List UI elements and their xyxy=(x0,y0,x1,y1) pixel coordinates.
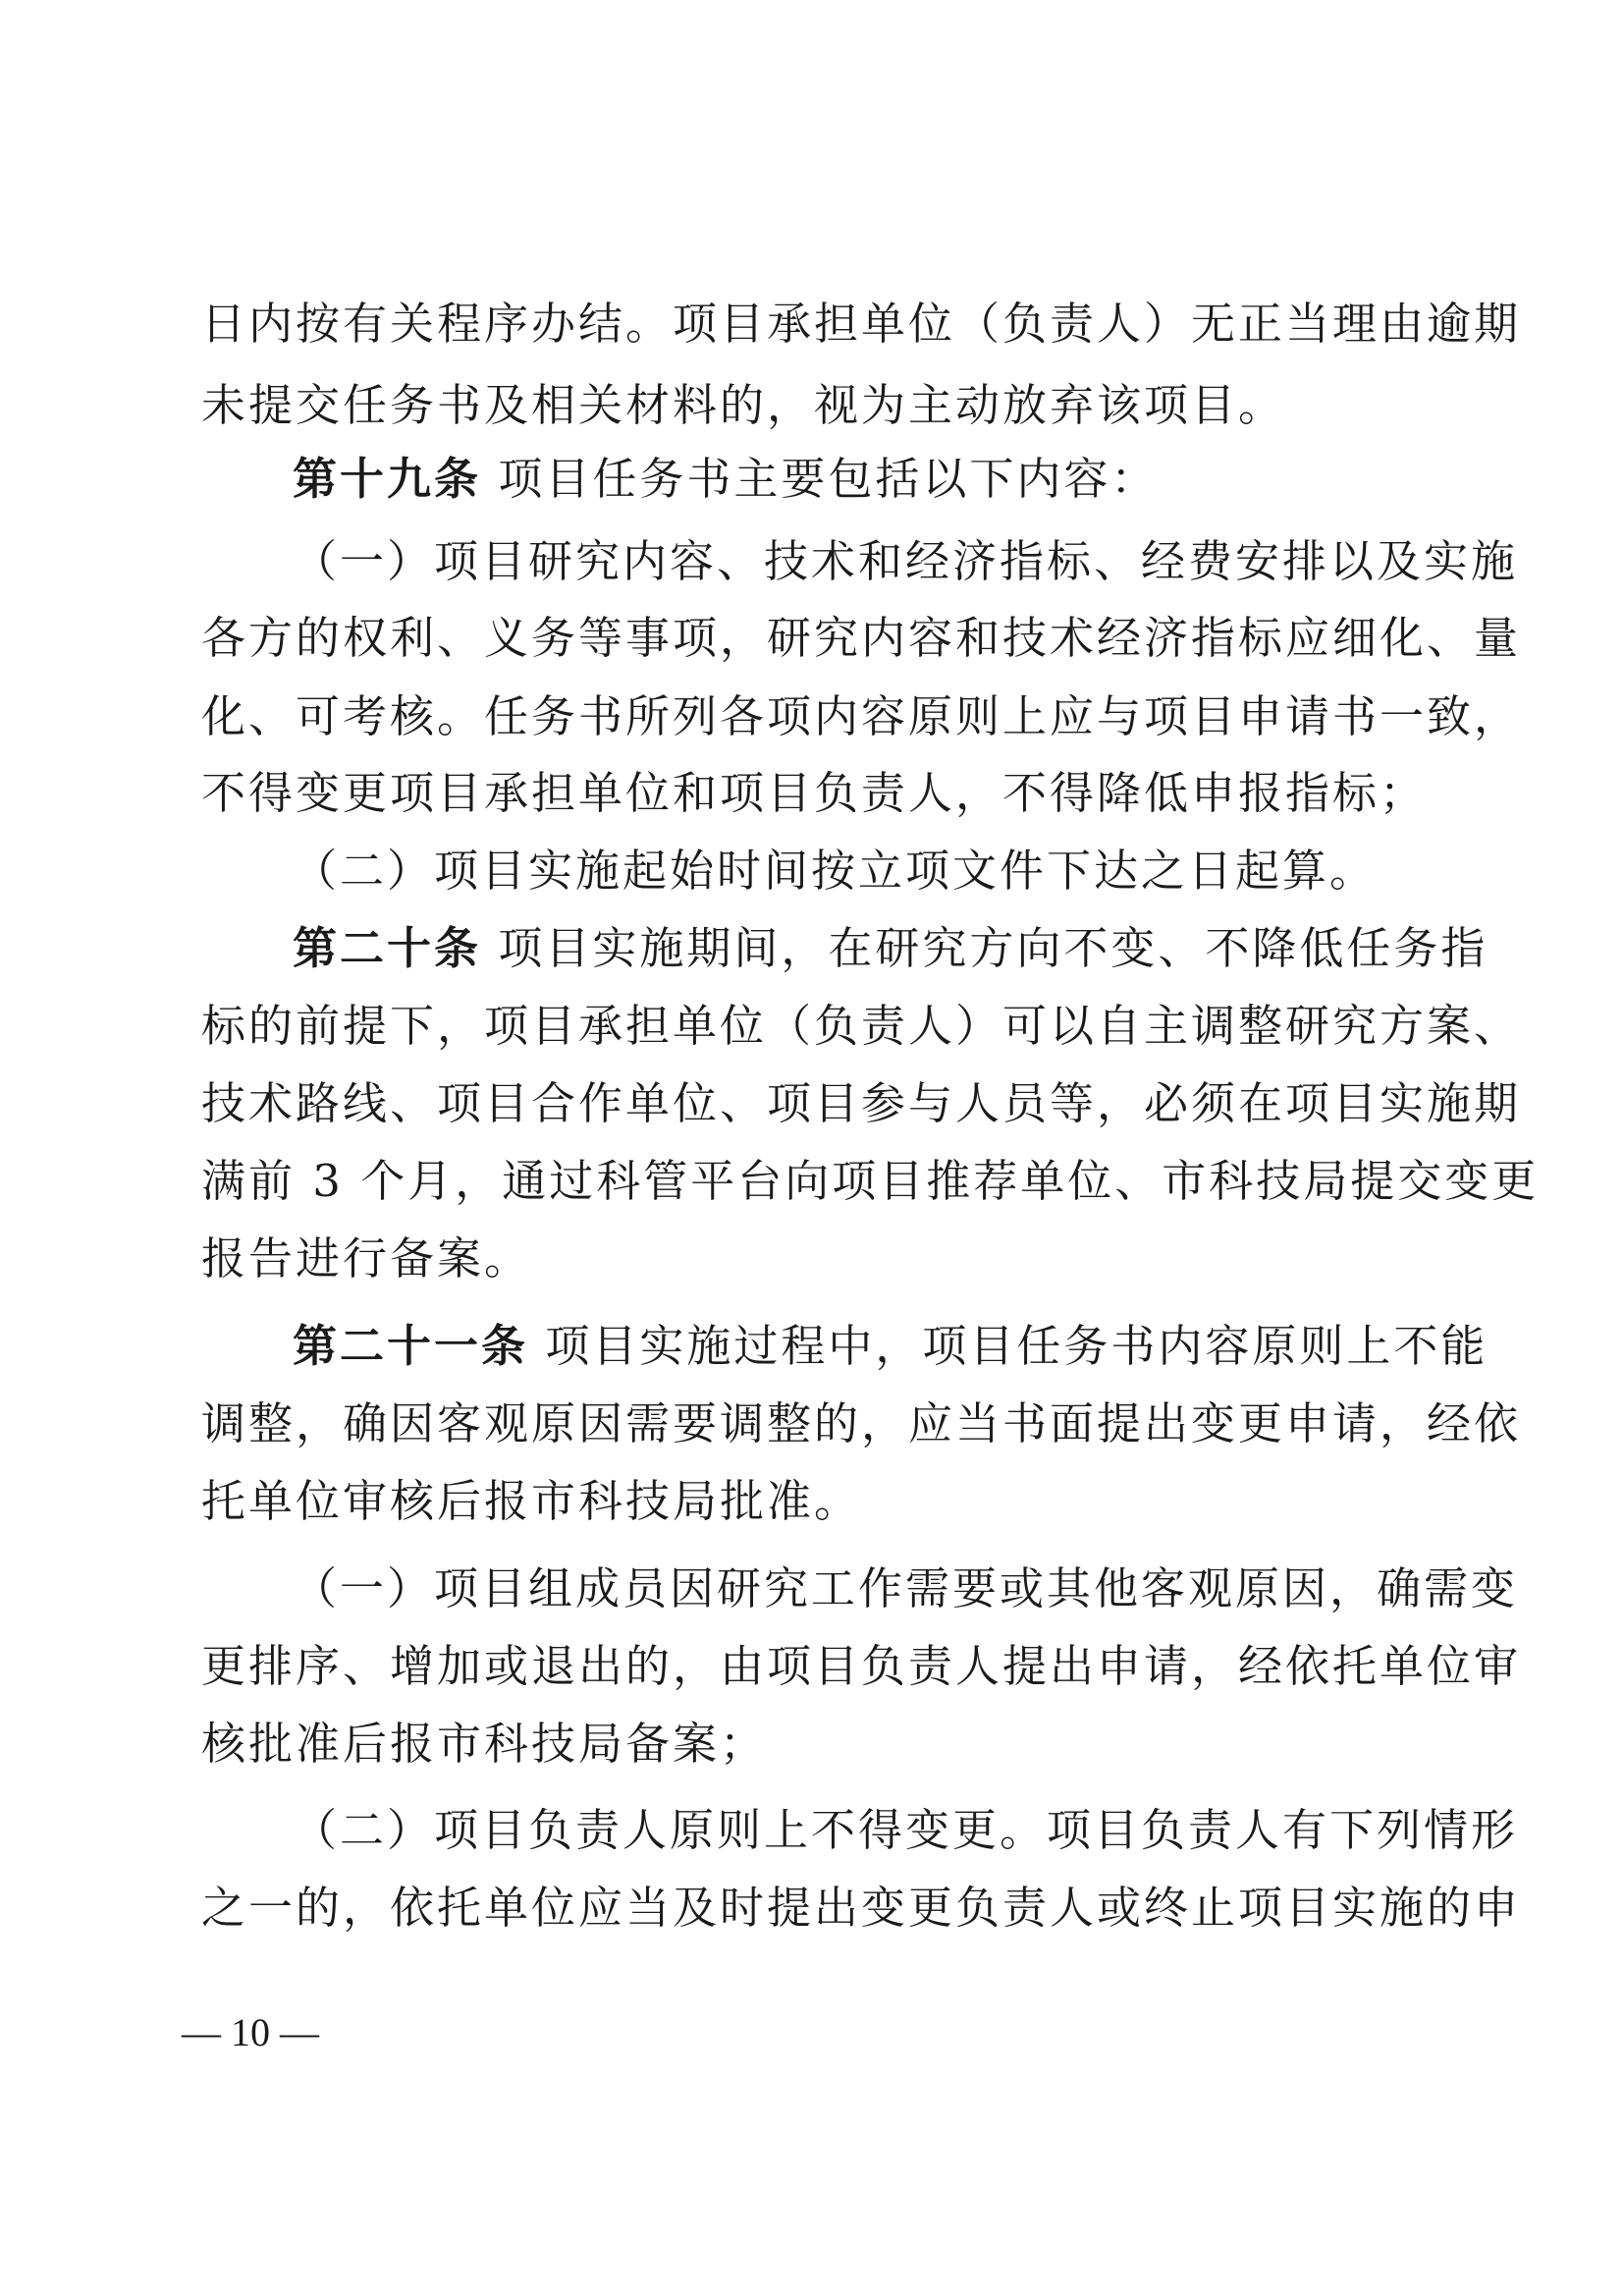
text-line: （二）项目实施起始时间按立项文件下达之日起算。 xyxy=(293,845,1378,897)
text-line: （一）项目组成员因研究工作需要或其他客观原因，确需变 xyxy=(293,1562,1519,1614)
text-line: 各方的权利、义务等事项，研究内容和技术经济指标应细化、量 xyxy=(201,612,1522,664)
text-line: 满前 3 个月，通过科管平台向项目推荐单位、市科技局提交变更 xyxy=(201,1155,1540,1207)
page-number: — 10 — xyxy=(182,2010,319,2054)
text-line: 核批准后报市科技局备案； xyxy=(201,1718,768,1770)
text-line: 不得变更项目承担单位和项目负责人，不得降低申报指标； xyxy=(201,767,1428,819)
text-line: 日内按有关程序办结。项目承担单位（负责人）无正当理由逾期 xyxy=(201,298,1522,350)
text-line: 标的前提下，项目承担单位（负责人）可以自主调整研究方案、 xyxy=(201,1000,1522,1052)
text-line: 调整，确因客观原因需要调整的，应当书面提出变更申请，经依 xyxy=(201,1397,1522,1449)
article-21-paragraph xyxy=(293,1317,1488,1376)
text-line: 之一的，依托单位应当及时提出变更负责人或终止项目实施的申 xyxy=(201,1882,1522,1934)
article-20-paragraph xyxy=(293,919,1488,978)
text-line: 托单位审核后报市科技局批准。 xyxy=(201,1475,862,1527)
text-line: 未提交任务书及相关材料的，视为主动放弃该项目。 xyxy=(201,379,1286,431)
article-heading: 第二十一条 xyxy=(293,1320,529,1372)
article-heading: 第十九条 xyxy=(293,453,482,505)
article-heading: 第二十条 xyxy=(293,922,482,974)
text-line: 化、可考核。任务书所列各项内容原则上应与项目申请书一致， xyxy=(201,690,1522,742)
text-line: （二）项目负责人原则上不得变更。项目负责人有下列情形 xyxy=(293,1804,1519,1856)
article-text: 项目任务书主要包括以下内容： xyxy=(498,453,1159,505)
article-text: 项目实施期间，在研究方向不变、不降低任务指 xyxy=(498,922,1488,974)
text-line: （一）项目研究内容、技术和经济指标、经费安排以及实施 xyxy=(293,535,1519,587)
text-line: 报告进行备案。 xyxy=(201,1232,532,1285)
text-line: 更排序、增加或退出的，由项目负责人提出申请，经依托单位审 xyxy=(201,1640,1522,1692)
article-19-paragraph xyxy=(293,450,1419,509)
article-text: 项目实施过程中，项目任务书内容原则上不能 xyxy=(545,1320,1488,1372)
text-line: 技术路线、项目合作单位、项目参与人员等，必须在项目实施期 xyxy=(201,1077,1522,1129)
